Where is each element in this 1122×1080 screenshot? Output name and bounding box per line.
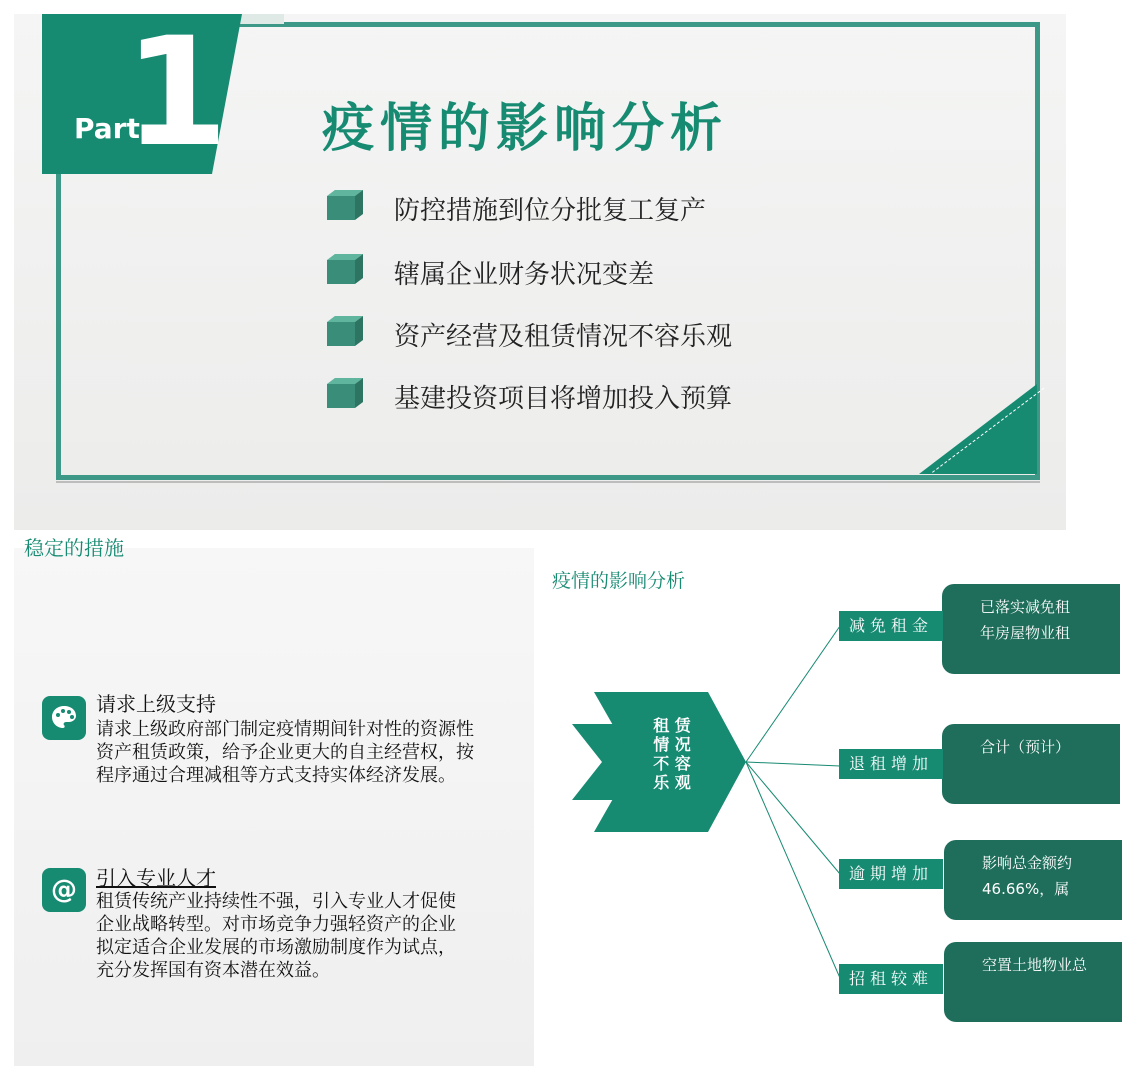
frame-shadow-rule (56, 481, 1040, 483)
body-line: 企业战略转型。对市场竞争力强轻资产的企业 (96, 914, 456, 935)
connector-line (746, 626, 840, 762)
branch-text-line: 空置土地物业总 (982, 956, 1088, 974)
cube-bullet-icon (327, 254, 363, 284)
section-body (96, 890, 526, 982)
cube-bullet-icon (327, 316, 363, 346)
connector-line (746, 762, 840, 978)
branch-detail-box (944, 840, 1122, 920)
slide-title: 疫情的影响分析 (322, 99, 729, 159)
branch-text-line: 合计（预计） (980, 738, 1071, 756)
palette-icon (42, 696, 86, 740)
part-number: 1 (124, 6, 229, 180)
section-heading: 引入专业人才 (96, 866, 216, 890)
branch-text-line: 年房屋物业租 (980, 624, 1071, 642)
body-line: 请求上级政府部门制定疫情期间针对性的资源性 (96, 719, 474, 740)
top-slide (14, 6, 1066, 530)
list-item: 辖属企业财务状况变差 (394, 260, 655, 290)
branch-label: 减免租金 (839, 611, 943, 641)
slide-header: 疫情的影响分析 (552, 570, 686, 592)
part-word: Part (74, 112, 140, 145)
bottom-right-slide (548, 548, 1088, 1066)
cube-bullet-icon (327, 378, 363, 408)
body-line: 租赁传统产业持续性不强，引入专业人才促使 (96, 891, 456, 912)
center-label-line: 租 赁 (653, 716, 691, 735)
body-line: 程序通过合理减租等方式支持实体经济发展。 (96, 765, 456, 786)
bottom-left-slide (14, 536, 534, 1066)
body-line: 拟定适合企业发展的市场激励制度作为试点， (96, 937, 456, 958)
branch-label: 退租增加 (839, 749, 943, 779)
list-item: 防控措施到位分批复工复产 (394, 196, 707, 226)
cube-bullet-icon (327, 190, 363, 220)
section-heading: 请求上级支持 (96, 692, 216, 716)
center-label-line: 不 容 (653, 754, 691, 773)
connector-line (746, 762, 840, 874)
center-label-line: 情 况 (653, 735, 691, 754)
at-sign-icon: @ (42, 868, 86, 912)
branch-label: 逾期增加 (839, 859, 943, 889)
branch-detail-box (942, 724, 1120, 804)
cut-off-title: 稳定的措施 (24, 536, 124, 560)
branch-label: 招租较难 (839, 964, 943, 994)
body-line: 充分发挥国有资本潜在效益。 (96, 960, 330, 981)
body-line: 资产租赁政策，给予企业更大的自主经营权，按 (96, 742, 474, 763)
connector-line (746, 762, 840, 766)
branch-text-line: 46.66%，属 (982, 880, 1070, 898)
branch-detail-box (942, 584, 1120, 674)
center-label (644, 716, 700, 792)
center-label-line: 乐 观 (653, 773, 691, 792)
branch-detail-box (944, 942, 1122, 1022)
list-item: 基建投资项目将增加投入预算 (394, 384, 733, 414)
branch-text-line: 已落实减免租 (980, 598, 1071, 616)
section-body (96, 718, 526, 787)
list-item: 资产经营及租赁情况不容乐观 (394, 322, 733, 352)
branch-text-line: 影响总金额约 (982, 854, 1073, 872)
